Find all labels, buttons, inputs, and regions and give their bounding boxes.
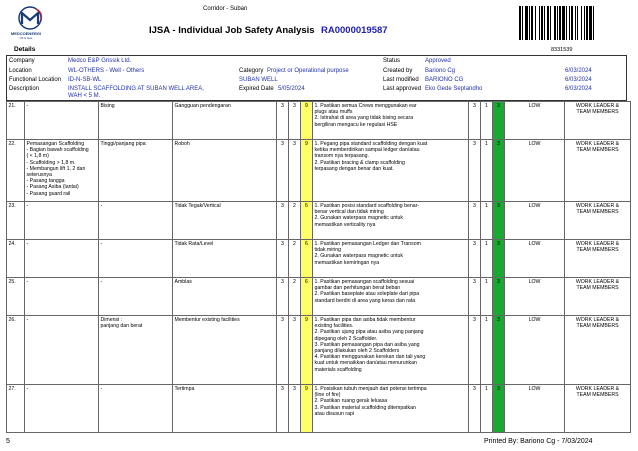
control-line: 2. Pastikan ruang gerak leluasa [314,398,388,405]
residual-score-cell: 3 [493,316,505,385]
hazard-line: Tinggi/panjang pipa [100,141,146,147]
hazard-line: - [100,279,103,285]
residual-severity-cell: 3 [469,278,481,316]
hazard-cell [99,240,173,278]
job-step-cell [25,278,99,316]
job-step-line: ( < 1,8 m) [26,153,49,160]
risk-level-cell: LOW [505,102,565,140]
severity-cell: 3 [277,316,289,385]
company-label: Company [9,58,35,64]
risk-score-cell: 9 [301,140,313,202]
job-step-line: - [26,386,29,392]
document-id: RA0000019587 [321,25,388,36]
control-line: gambar dan perhitungan berat beban [314,285,401,292]
job-step-cell [25,102,99,140]
residual-likelihood-cell: 1 [481,240,493,278]
control-line: 1. Pegang pipa standard scaffolding dengan kuat [314,141,428,147]
document-title: IJSA - Individual Job Safety Analysis [149,25,315,36]
severity-cell: 3 [277,102,289,140]
controls-cell [313,102,469,140]
controls-cell [313,316,469,385]
job-step-line: seterusnya [26,172,52,179]
controls-cell [313,240,469,278]
severity-cell: 3 [277,385,289,433]
row-number: 23. [7,202,25,240]
residual-severity-cell: 3 [469,202,481,240]
risk-score-cell: 9 [301,385,313,433]
last-modified-date-value: 6/03/2024 [565,77,592,83]
description-label: Description [9,86,40,92]
residual-score-cell: 3 [493,385,505,433]
logo-subtitle: Oil & Gas [19,36,33,40]
row-number: 26. [7,316,25,385]
table-row [7,102,631,140]
hazard-cell [99,102,173,140]
hazard-line: Bising [100,103,115,109]
likelihood-cell: 3 [289,140,301,202]
status-label: Status [383,58,401,64]
control-line: 1. Pastikan pipa dan asiba tidak membentur [314,317,416,323]
job-step-line: - [26,279,29,285]
residual-likelihood-cell: 1 [481,102,493,140]
job-step-cell [25,140,99,202]
residual-score-cell: 3 [493,140,505,202]
risk-cell: Roboh [173,140,277,202]
corridor-label: Corridor - Suban [203,6,248,12]
residual-likelihood-cell: 1 [481,140,493,202]
hazard-cell [99,385,173,433]
last-modified-by-value: BARIONO CG [425,77,464,83]
residual-severity-cell: 3 [469,316,481,385]
responsible-cell [565,202,631,240]
functional-location-label: Functional Location [9,77,62,83]
residual-likelihood-cell: 1 [481,385,493,433]
job-step-line: - Pasang tangga [26,178,65,185]
status-value: Approved [425,58,451,64]
likelihood-cell: 2 [289,202,301,240]
control-line: ketika memberdirikan sampai ledger dan/atau [314,147,420,154]
category-value: Project or Operational purpose [267,68,349,74]
controls-cell [313,202,469,240]
last-approved-date-value: 6/03/2024 [565,86,592,92]
barcode-number: 8331539 [551,47,573,53]
responsible-cell [565,316,631,385]
logo-wordmark: MEDCOENERGI [10,31,42,36]
risk-cell: Amblas [173,278,277,316]
residual-score-cell: 3 [493,278,505,316]
risk-level-cell: LOW [505,278,565,316]
responsible-line: WORK LEADER & [575,203,620,209]
hazard-cell [99,316,173,385]
responsible-line: TEAM MEMBERS [576,247,619,254]
residual-score-cell: 3 [493,240,505,278]
table-row [7,385,631,433]
printed-by: Printed By: Bariono Cg - 7/03/2024 [484,438,593,445]
control-line: 1. Pastikan posisi standard scaffolding benar- [314,203,420,209]
created-by-label: Created by [383,68,413,74]
likelihood-cell: 2 [289,278,301,316]
expired-date-value: 5/05/2024 [278,86,305,92]
hazard-cell [99,140,173,202]
controls-cell [313,140,469,202]
table-row [7,278,631,316]
job-step-line: - Scaffolding > 1,8 m. [26,159,76,166]
jsa-table [6,101,631,433]
risk-score-cell: 9 [301,102,313,140]
hazard-cell [99,278,173,316]
controls-cell [313,278,469,316]
likelihood-cell: 3 [289,316,301,385]
control-line: exisitng facilities. [314,323,354,330]
likelihood-cell: 2 [289,240,301,278]
control-line: 1. Pastikan pemasangan Ledger dan Transom [314,241,421,247]
control-line: bergiliran mengacu ke regulasi HSE [314,121,398,128]
row-number: 22. [7,140,25,202]
risk-cell: Tertimpa [173,385,277,433]
location-value: WL-OTHERS - Well - Others [68,68,145,74]
table-row [7,140,631,202]
job-step-cell [25,316,99,385]
job-step-cell [25,240,99,278]
control-line: memastikan kemiringan nya [314,259,380,266]
control-line: standard berdiri di area yang keras dan rata [314,297,416,304]
created-date-value: 6/03/2024 [565,68,592,74]
responsible-line: WORK LEADER & [575,317,620,323]
residual-score-cell: 3 [493,202,505,240]
control-line: 1. Posisikan tubuh menjauh dari potensi tertimpa [314,386,427,392]
risk-score-cell: 6 [301,202,313,240]
control-line: dipegang oleh 2 Scaffolder. [314,335,378,342]
responsible-line: WORK LEADER & [575,241,620,247]
residual-severity-cell: 3 [469,385,481,433]
responsible-cell [565,278,631,316]
risk-level-cell: LOW [505,240,565,278]
location-label: Location [9,68,32,74]
control-line: transom nya terpasang. [314,153,369,160]
job-step-cell [25,385,99,433]
job-step-line: - Bagian bawah scaffolding [26,147,89,154]
control-line: plugs atau muffs [314,109,353,116]
table-row [7,240,631,278]
details-heading: Details [14,46,36,53]
functional-location-value: ID-N-SB-WL [68,77,102,83]
barcode-icon [519,6,621,40]
responsible-line: TEAM MEMBERS [576,323,619,330]
control-line: 1. Pastikan semua Crews menggunakan ear [314,103,417,109]
job-step-line: - Pasang guard rail [26,190,71,197]
control-line: 1. Pastikan pemasangan scaffolding sesuai [314,279,415,285]
responsible-cell [565,240,631,278]
control-line: panjang dilakukan oleh 2 Scaffolders [314,348,400,355]
responsible-line: TEAM MEMBERS [576,209,619,216]
risk-score-cell: 9 [301,316,313,385]
hazard-cell [99,202,173,240]
control-line: memastikan verticality nya [314,221,376,228]
area-value: SUBAN WELL [239,77,278,83]
hazard-line: - [100,203,103,209]
severity-cell: 3 [277,278,289,316]
control-line: kuat untuk menaikkan dan/atau menurunkan [314,360,417,367]
responsible-line: TEAM MEMBERS [576,285,619,292]
control-line: 4. Pastikan menggunakan kerekan dan tali yang [314,354,426,361]
control-line: terpasang dengan benar dan kuat. [314,165,394,172]
residual-likelihood-cell: 1 [481,278,493,316]
risk-level-cell: LOW [505,316,565,385]
control-line: 3. Pastikan material scaffolding ditempatkan [314,404,416,411]
residual-score-cell: 3 [493,102,505,140]
residual-severity-cell: 3 [469,102,481,140]
control-line: 2. Pastikan bracing & clamp scaffolding [314,159,405,166]
category-label: Category [239,68,264,74]
table-row [7,202,631,240]
last-approved-label: Last approved [383,86,422,92]
responsible-line: WORK LEADER & [575,103,620,109]
last-approved-by-value: Eko Gede Septandho [425,86,483,92]
company-value: Medco E&P Grissik Ltd. [68,58,132,64]
job-step-line: - [26,241,29,247]
job-step-line: - [26,203,29,209]
job-step-line: Pemasangan Scaffolding [26,141,85,147]
hazard-line: Dimensi : [100,317,123,323]
job-step-cell [25,202,99,240]
control-line: benar vertical dan tidak miring [314,209,384,216]
control-line: 2. Pastikan ujung pipa atau asiba yang panjang [314,329,424,336]
row-number: 27. [7,385,25,433]
created-by-value: Bariono Cg [425,68,456,74]
row-number: 24. [7,240,25,278]
controls-cell [313,385,469,433]
risk-level-cell: LOW [505,202,565,240]
residual-likelihood-cell: 1 [481,316,493,385]
job-step-line: - Pasang Asiba (lantai) [26,184,79,191]
control-line: 2. Istirahat di area yang tidak bising secara [314,115,414,122]
responsible-line: WORK LEADER & [575,386,620,392]
job-step-line: - [26,317,29,323]
risk-cell: Tidak Rata/Level [173,240,277,278]
residual-likelihood-cell: 1 [481,202,493,240]
hazard-line: - [100,386,103,392]
table-row [7,316,631,385]
responsible-line: TEAM MEMBERS [576,392,619,399]
control-line: 2. Gunakan waterpass magnetic untuk [314,215,404,222]
risk-level-cell: LOW [505,385,565,433]
responsible-line: WORK LEADER & [575,279,620,285]
likelihood-cell: 3 [289,102,301,140]
risk-cell: Membentur existing facilities [173,316,277,385]
responsible-cell [565,140,631,202]
hazard-line: - [100,241,103,247]
severity-cell: 3 [277,202,289,240]
risk-score-cell: 6 [301,240,313,278]
expired-date-label: Expired Date [239,86,274,92]
control-line: 2. Gunakan waterpass magnetic untuk [314,253,404,260]
responsible-line: TEAM MEMBERS [576,109,619,116]
control-line: tidak miring [314,247,342,254]
risk-score-cell: 6 [301,278,313,316]
risk-cell: Tidak Tegak/Vertical [173,202,277,240]
page-number: 5 [6,438,10,445]
last-modified-label: Last modified [383,77,419,83]
description-value-line1: INSTALL SCAFFOLDING AT SUBAN WELL AREA, [68,86,204,92]
likelihood-cell: 3 [289,385,301,433]
row-number: 21. [7,102,25,140]
responsible-line: TEAM MEMBERS [576,147,619,154]
job-step-line: - Membangun lift 1, 2 dan [26,165,86,172]
control-line: 3. Pastikan pemasangan pipa dan asiba yang [314,341,420,348]
hazard-line: panjang dan berat [100,323,143,330]
responsible-cell [565,385,631,433]
responsible-line: WORK LEADER & [575,141,620,147]
row-number: 25. [7,278,25,316]
risk-level-cell: LOW [505,140,565,202]
details-panel [6,55,627,101]
control-line: materials scaffolding [314,366,362,373]
severity-cell: 3 [277,140,289,202]
control-line: 2. Pastikan baseplate atau soleplate dari pipa [314,291,420,298]
job-step-line: - [26,103,29,109]
responsible-cell [565,102,631,140]
description-value-line2: WAH < 5 M. [68,93,101,99]
severity-cell: 3 [277,240,289,278]
residual-severity-cell: 3 [469,140,481,202]
risk-cell: Gangguan pendengaran [173,102,277,140]
residual-severity-cell: 3 [469,240,481,278]
control-line: (line of fire) [314,392,341,399]
control-line: atau disusun rapi [314,410,355,417]
